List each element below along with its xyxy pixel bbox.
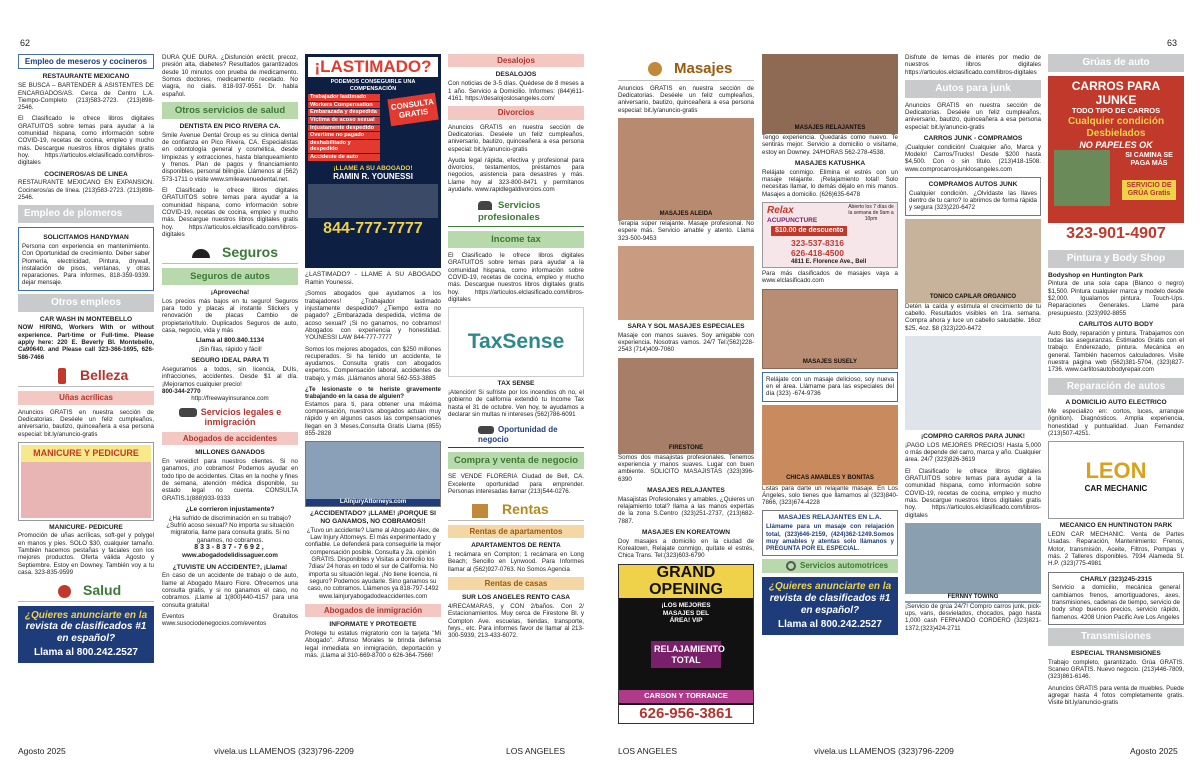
ad-text: ¿Tuvo un accidente? Llame al Abogado Alex, de Law Injury Attorneys. El más experimentado y confiable. Le defenderá para conseguirle la mejor compensación posible. Consulta y 2a. opinión GRATIS. Disponibles y Visitas a domicilio los 7dias/ 24 horas en todo el sur de California. No importa su situación legal. ¡No tiene licencia, ni seguro? Podemos ayudarle. Sino ganamos su caso, no cobramos. Llámenos ya 818-797-1492 www.lainjuryabogadodeaccidentes.com (305, 526, 441, 600)
claim-item: Injustamente despedido (308, 125, 380, 132)
category-title (162, 407, 298, 428)
section-label: Servicios automotrices (800, 561, 889, 571)
ad-title: ¡COMPRO CARROS PARA JUNK! (920, 432, 1026, 440)
left-col-2 (162, 54, 298, 744)
section-header: Divorcios (448, 106, 584, 119)
ad-web: LAInjuryAttorneys.com (306, 499, 440, 506)
ad-text: ¡Servicio de grúa 24/7! Compro carros junk, pick-ups, vans, desvielados, chocados, pago hasta 1,000 cash FERNANDO CORDERO (323)821-1372,(323)424-2711 (905, 602, 1041, 632)
category-title (448, 499, 584, 521)
ad-line: CARSON Y TORRANCE (619, 690, 753, 703)
right-col-3 (905, 54, 1041, 744)
ad-title: CHARLY (323)245-2315 (1080, 575, 1152, 583)
ad-phone: 800-344-2770 (162, 388, 201, 396)
spa-icon (648, 62, 662, 76)
consulta-badge: CONSULTA GRATIS (387, 93, 438, 126)
ad-title: CAR WASH IN MONTEBELLO (39, 315, 133, 323)
claim-item: Víctima de acoso sexual (308, 117, 380, 124)
ad-phone: 833-837-7692, (194, 543, 266, 551)
wheel-icon (786, 561, 796, 571)
ad-headline: Relax (767, 204, 794, 216)
ad-text: Me especializo en: cortos, luces, arranque (ignition). Diagnósticos. Amplia experiencia, honestidad y puntualidad. Juan Fernandez (213)507-4251. (1048, 408, 1184, 438)
ad-phone: 626-418-4500 (791, 247, 844, 258)
ad-text: ¡PAGO LOS MEJORES PRECIOS! Hasta 5,000 o más depende del carro, marca y año. Cualquier área. 24/7 (323)826-3619 (905, 441, 1041, 464)
cta-line: en español? (800, 605, 860, 617)
ad-address: 4811 E. Florence Ave., Bell (791, 258, 867, 265)
ad-line: Desbielados (1086, 127, 1146, 139)
ad-title: CARLITOS AUTO BODY (1078, 320, 1154, 328)
claim-item: deshabilitado y despedido (308, 140, 380, 153)
photo (618, 246, 754, 320)
photo-caption: TONICO CAPILAR ORGANICO (929, 293, 1017, 300)
section-label: Servicios profesionales (478, 200, 541, 223)
ad-title: TAX SENSE (497, 380, 535, 388)
left-col-4 (448, 54, 584, 744)
left-col-3 (305, 54, 441, 744)
ad-title: MASAJES KATUSHKA (794, 159, 866, 167)
ad-title: A DOMICILIO AUTO ELECTRICO (1065, 399, 1167, 407)
ad-box (905, 177, 1041, 216)
ad-text: ¡Atención! Si sufriste por los incendios oh no, el gobierno de california extendió tu Income Tax hasta el 31 de octubre. Ven hoy, te ayudamos a declarar sin multas ni intereses (562)786-6091 (448, 388, 584, 418)
ad-title: MILLONES GANADOS (195, 449, 265, 457)
section-header: Autos para junk (905, 80, 1041, 98)
ad-title: MANICURE- PEDICURE (49, 523, 123, 531)
ad-text: Detén la caída y estimula el crecimiento de tu cabello. Resultados visibles en 1ra. semana. Compra ahora y luce un cabello saludable. 16oz $25, 4oz. $8 (323)220-6472 (905, 302, 1041, 332)
tow-truck-image (905, 336, 1041, 430)
ad-text: Relájate con un masaje delicioso, soy nueva en el área. Llámame para las especiales del día (323) -674-9736 (766, 375, 894, 398)
claim-item: Workers Compensation (308, 102, 380, 109)
ad-title: MECANICO EN HUNTINGTON PARK (1059, 522, 1173, 530)
manicure-banner: MANICURE Y PEDICURE (21, 445, 151, 462)
ad-text: Listas para darte un relajante masaje. En Los Ángeles, solo tienes que llamarnos al (323)840-7866, (323)674-4228 (762, 484, 898, 507)
section-header: Abogados de inmigración (305, 604, 441, 617)
acupuncture-ad (762, 202, 898, 268)
ad-title: CARROS JUNK - COMPRAMOS (923, 134, 1023, 142)
section-header: Grúas de auto (1048, 54, 1184, 72)
ad-headline: ¡LASTIMADO? (308, 57, 438, 77)
ad-text: Terapia súper relajante. Masaje profesional. No espere más. Servicio amable y atento. Llama 323-500-9453 (618, 219, 754, 242)
ad-text: Anuncios GRATIS en nuestra sección de Dedicatorias. Deséele un feliz cumpleaños, aniversario, bautizo, quinceañera a esa persona especial: bit.ly/anuncio-gratis (905, 101, 1041, 131)
ad-text: En caso de un accidente de trabajo o de auto, llame al Abogado Mauro Fiore. Ofrecemos una consulta gratis, y si no ganamos el caso, no cobramos. ¡Llame al 1(800)440-4157 para una consulta gratuita! (162, 572, 298, 609)
footer-city: LOS ANGELES (506, 746, 566, 756)
ad-title: SUR LOS ANGELES RENTO CASA (461, 594, 571, 602)
ad-title: DESALOJOS (495, 71, 537, 79)
ad-title: RESTAURANTE MEXICANO (42, 73, 130, 81)
ad-text: Protege tu estatus migratorio con la tarjeta "Mi Abogado". Alfonso Morales te brinda defensa legal inmediata en inmigración, deportación y más. ¡Llama al 310-669-8700 o 626-364-7566! (305, 630, 441, 660)
section-header: Otros empleos (18, 294, 154, 312)
handshake-icon (478, 426, 494, 434)
cta-line: en español? (56, 633, 116, 645)
firm-name: RAMIN R. YOUNESSI (333, 172, 413, 182)
footer-contact: vivela.us LLAMENOS (323)796-2209 (214, 746, 354, 756)
ad-badge: $10.00 de descuento (771, 226, 847, 236)
section-header: Transmisiones (1048, 628, 1184, 646)
ad-title: ESPECIAL TRANSMISIONES (1071, 649, 1161, 657)
photo-caption: CHICAS AMABLES Y BONITAS (786, 475, 874, 482)
category-title (162, 242, 298, 264)
handshake-icon (179, 408, 197, 417)
ad-text: El Clasificado le ofrece libros digitales GRATUITOS sobre temas para ayudar a la comunidad hispana, como información sobre COVID-19, recetas de cocina, empleo y mucho más. Descargue nuestros libros digitales gratis hoy. https://articulos.elclasificado.com/libros-digitales (162, 187, 298, 238)
logo-text: LEON (1085, 458, 1147, 484)
junk-cars-ad (1048, 76, 1184, 246)
right-col-1 (618, 54, 754, 744)
ad-title: COCINEROS/AS DE LINEA (44, 170, 128, 178)
claim-item: Overtime no pagado (308, 132, 380, 139)
footer-city: LOS ANGELES (618, 746, 678, 756)
right-col-4 (1048, 54, 1184, 744)
ad-title: MASAJES EN KOREATOWN (641, 528, 731, 536)
ad-title: Bodyshop en Huntington Park (1048, 271, 1143, 279)
photo-caption: MASAJES ALEIDA (659, 210, 713, 217)
ad-text: Servicio a domicilio, mecánica general cambiamos frenos, amortiguadores, axes, transmisiones, cadenas de tiempo, servicio de body shop buenos precios, servicio rápido, fiamenos. 4208 Union Pacific Ave Los Angeles (1052, 584, 1180, 621)
category-label: Servicios legales e inmigración (200, 406, 282, 428)
section-header: Pintura y Body Shop (1048, 250, 1184, 268)
photo (905, 219, 1041, 303)
leon-logo (1048, 441, 1184, 519)
ad-box (1048, 572, 1184, 625)
ad-text: DURA QUE DURA. ¿Disfunción eréctil, precoz, presión alta, diabetes? Resultados garantizados desde 10 minutos con prueba de medicamento. Somos doctores, medicamento recetado. No viagra, no cialis. 818-937-9551 Dr. habla español. (162, 54, 298, 98)
ad-text: NOW HIRING, Workers With or without experience. Part-time or Full-time. Please apply here: 220 E. Beverly Bl. Montebello, Ca90640. and Please call 323-366-1695, 626-586-7466 (18, 324, 154, 361)
section-header: Abogados de accidentes (162, 432, 298, 445)
claim-item: Trabajador lastimado (308, 94, 380, 101)
right-col-2 (762, 54, 898, 744)
section-label: Oportunidad de negocio (478, 425, 558, 444)
ad-text: 1 recámara en Compton; 1 recámara en Long Beach; Sencillo en Lynwood. Para Informes llamar al (562)927-0763. No Somos Agencia (448, 550, 584, 573)
ad-text: Con noticias de 3-5 días. Quédese de 8 meses a 1 año. Servicio a Domicilio. Informes: (844)611-4161. https://desalojoslosangeles.com/ (448, 80, 584, 102)
section-header: Uñas acrílicas (18, 391, 154, 404)
section-header (448, 422, 584, 448)
ad-title: MASAJES RELAJANTES (647, 486, 725, 494)
ad-text: Cualquier condición. ¿Olvídaste las llaves dentro de tu carro? lo abrimos de forma rápida y segura (323)220-6472 (909, 189, 1037, 212)
lipstick-icon (58, 368, 66, 384)
ad-text: Pintura de una sola capa (Blanco o negro) $1,500. Pintura cualquier marca y modelo desde $2,000. Igualamos pintura. Touch-Ups. Reparaciones Generales. Llame para presupuesto. (323)992-8855 (1048, 280, 1184, 317)
ad-text: Ayuda legal rápida, efectiva y profesional para divorcios, testamentos, préstamos para negocios, asistencia para desastres y más. Llame hoy al 323-800-8471 y permítanos ayudarle. www.rapidlegaldivorcios.com (448, 156, 584, 194)
ad-phone: 323-537-8316 (791, 237, 844, 248)
ad-text: Relájate conmigo. Elimina el estrés con un masaje relajante. ¡Relajamiento total! Solo necesitas llamar, lo demás déjalo en mis manos. Masajes a domicilio. (626)635-6478 (762, 168, 898, 198)
advertise-banner[interactable] (18, 606, 154, 663)
ad-line: Abierto los 7 días de la semana de 9am a 10pm (848, 203, 894, 222)
ad-text: Somos dos masajistas profesionales. Tenemos experiencia y manos suaves. Lugar con buen ambiente. SOLICITO MASAJISTAS (323)396-6390 (618, 453, 754, 483)
ad-title: SARA Y SOL MASAJES ESPECIALES (627, 322, 745, 330)
ad-box (762, 510, 898, 556)
logo-sub: CAR MECHANIC (1084, 484, 1148, 494)
section-header (762, 559, 898, 573)
grand-opening-ad (618, 564, 754, 724)
nails-image (21, 462, 151, 518)
category-label: Belleza (80, 366, 129, 383)
advertise-banner[interactable] (762, 577, 898, 634)
category-label: Masajes (674, 60, 733, 77)
cash-image (1054, 150, 1110, 206)
ad-title: COMPRAMOS AUTOS JUNK (928, 181, 1018, 188)
footer-date: Agosto 2025 (18, 746, 66, 756)
taxsense-logo: TaxSense (448, 307, 584, 377)
ad-web: http://freewayinsurance.com (191, 395, 269, 403)
claim-list (308, 94, 380, 160)
ad-title: ¿TUVISTE UN ACCIDENTE?, ¡Llama! (172, 563, 288, 571)
ad-sub: PODEMOS CONSEGUIRLE UNA COMPENSACIÓN (330, 79, 416, 92)
ad-line: ¡LOS MEJORES MASAJES DEL ÁREA! VIP (661, 602, 711, 625)
ad-text: Masaje con manos suaves. Soy amigable con experiencia. Nosotras vamos. 24/7 Tel:(562)228-2543 (714)409-7060 (618, 331, 754, 354)
section-header: Otros servicios de salud (162, 102, 298, 119)
section-header: Compra y venta de negocio (448, 452, 584, 469)
page-number: 62 (20, 38, 31, 48)
attorneys-image (305, 441, 441, 507)
ad-title: ¿Te lesionaste o te heriste gravemente trabajando en la casa de alguien? (305, 386, 441, 401)
ad-text: Smile Avenue Dental Group es su clínica dental de confianza en Pico Rivera, CA. Especialistas en odontología general y cosmética, desde limpiezas y extracciones, hasta blanqueamiento y frenos. Plan de pagos y financiamiento disponibles, personal bilingüe. Llámenos al (562) 573-1711 o visite www.smileavenuedental.net. (162, 131, 298, 183)
ad-title: MASAJES RELAJANTES EN L.A. (778, 514, 882, 522)
ad-text: Doy masajes a domicilio en la ciudad de Koreatown, Relajate conmigo, quítate el estrés, Chica Trans. Tel:(323)603-6790 (618, 537, 754, 560)
ad-text: Anuncios GRATIS en nuestra sección de Dedicatorias. Deséele un feliz cumpleaños, aniversario, bautizo, quinceañera a esa persona especial: bit.ly/anuncio-gratis (18, 408, 154, 438)
section-header (448, 197, 584, 226)
ad-text: LEON CAR MECHANIC. Venta de Partes Usadas. Reparación, Mantenimiento: Frenos, Motor, transmisión, Aceite, Filtros, Pompas y más. 2 Talleres disponibles. 7934 Alameda St. H.P. (323)775-4981 (1048, 531, 1184, 568)
cta-phone: Llama al 800.242.2527 (34, 647, 138, 659)
ad-text: ¡Cualquier condición! Cualquier año, Marca y Modelo! Carros/Trucks! Desde $200 hasta $4,500. Con o sin título. (213)418-1508. www.comprocarrosjunklosangeles.com (905, 143, 1041, 173)
ad-text: Eventos Gratuitos www.susociodenegocios.com/eventos (162, 612, 298, 628)
photo-caption: FIRESTONE (668, 444, 704, 451)
ad-title: ¿Le corrieron injustamente? (185, 505, 275, 513)
ad-line: SI CAMINA SE PAGA MÁS (1125, 151, 1173, 168)
footer-date: Agosto 2025 (1130, 746, 1178, 756)
ad-web: www.abogadodelidissaguer.com (182, 552, 278, 560)
ad-text: El Clasificado le ofrece libros digitales GRATUITOS sobre temas para ayudar a la comunidad hispana, como información sobre COVID-19, recetas de cocina, empleo y mucho más. Descargue nuestros libros digitales gratis hoy. https://articulos.elclasificado.com/libros-digitales (18, 115, 154, 167)
category-label: Seguros (222, 244, 279, 261)
ad-text: ¡Somos abogados que ayudamos a los trabajadores! ¿Trabajador lastimado injustamente despedido? ¿Tiempo extra no pagado? ¿Embarazada despedida, víctima de acoso sexual? ¡Si no ganamos, no cobramos! Abogados con experiencia y honestidad. YOUNESSI LAW 844-777-7777 (305, 290, 441, 342)
people-icon (478, 201, 492, 210)
section-header: Rentas de apartamentos (448, 525, 584, 538)
umbrella-icon (192, 249, 210, 258)
photo-caption: FERNNY TOWING (905, 594, 1041, 601)
photo (762, 289, 898, 369)
ad-text: El Clasificado le ofrece libros digitales GRATUITOS sobre temas para ayudar a la comunidad hispana, como información sobre COVID-19, recetas de cocina, empleo y mucho más. Descargue nuestros libros digitales gratis hoy. https://articulos.elclasificado.com/libros-digitales (905, 467, 1041, 519)
ad-phone: Llama al 800.840.1134 (195, 337, 265, 345)
house-icon (472, 504, 488, 518)
ad-text: Persona con experiencia en mantenimiento. Con Oportunidad de crecimiento. Deber saber Plomería, electricidad, Pintura, drywall, instalación de pisos, ventanas, y otras reparaciones. Para informes, 818-359-9339. dejar mensaje. (22, 242, 150, 287)
ad-text: Aseguramos a todos, sin licencia, DUIs, infracciones, accidentes. Desde $1 al día. ¡Mejoramos cualquier precio! (162, 366, 298, 388)
ad-text: Promoción de uñas acrílicas, soft-gel y polygel en manos y pies. SOLO $30, cualquier tamaño. También hacemos pestañas y faciales con los mejores productos. Oferta válida Agosto y Septiembre. Estoy en Downey. También voy a tu casa. 323-835-9599 (18, 532, 154, 576)
section-header: Empleo de meseros y cocineros (18, 54, 154, 69)
ad-text: Disfrute de temas de interés por medio de nuestros libros digitales https://articulos.elclasificado.com/libros-digitales (905, 54, 1041, 76)
ad-line: RELAJAMIENTO TOTAL (651, 641, 721, 668)
ad-title: ¡Aprovecha! (210, 288, 250, 296)
ad-box (18, 442, 154, 521)
section-header: Seguros de autos (162, 268, 298, 285)
ad-text: Llámame para un masaje con relajación total, (323)646-2159, (424)362-1249.Somos muy amables y atentas solo llámanos y PREGUNTA POR EL ESPECIAL. (766, 523, 894, 553)
ad-text: El Clasificado le ofrece libros digitales GRATUITOS sobre temas para ayudar a la comunidad hispana, como información sobre COVID-19, recetas de cocina, empleo y mucho más. Descargue nuestros libros digitales gratis hoy. https://articulos.elclasificado.com/libros-digitales (448, 252, 584, 303)
right-page (600, 0, 1200, 784)
ad-text: Estamos para ti, para obtener una máxima compensación, nuestros abogados actuan muy rápido y en algunos casos las compensaciones llegan en 3 Meses.Consulta Gratis Llama (855) 855-2828 (305, 400, 441, 437)
ad-text: Anuncios GRATIS para venta de muebles. Puede agregar hasta 4 fotos completamente gratis. Visite bit.ly/anuncio-gratis (1048, 684, 1184, 707)
ad-text: Masajistas Profesionales y amables. ¿Quieres un relajamiento total? llama a las manos expertas de la zona S.Centro (323)251-2737, (213)682-7887. (618, 495, 754, 525)
cta-line: ¿Quieres anunciarte en la (24, 609, 148, 621)
page-number: 63 (1167, 38, 1178, 48)
ad-text: ¿Ha sufrido de discriminación en su trabajo? ¿Sufrió acoso sexual? No importa su situación migratoria, llame para consulta gratis. Si no ganamos, no cobramos. (166, 514, 294, 544)
category-title (618, 58, 754, 81)
apple-icon (58, 585, 71, 598)
ad-headline: GRAND (619, 565, 753, 581)
ad-text: En vereidict para nuestros clientes. Si no ganamos, ¡no cobramos! Podemos ayudar en todo tipo de accidentes. Citas en la noche y fines de semana, atención médica disponible, su estado legal no cuenta. CONSULTA GRATIS.1(888)933-9333 (162, 458, 298, 502)
section-header: Empleo de plomeros (18, 205, 154, 223)
ad-line: ACUPUNCTURE (767, 216, 818, 224)
ad-line: NO PAPELES OK (1079, 139, 1153, 150)
ad-title: DENTISTA EN PICO RIVERA CA. (179, 123, 281, 131)
photo-caption: MASAJES SUSELY (802, 358, 858, 365)
ad-text: 4/RECAMARAS, y CON 2/baños. Con 2/ Estacionamientos. Muy cerca de Firestone Bl. y Compton Ave. escuelas, tiendas, transporte, fwys., etc. Para informes favor de llamar al 213-300-5939, 213-433-6072. (448, 603, 584, 640)
photo (618, 118, 754, 220)
ad-text: Los precios más bajos en tu seguro! Seguros para todo y placas al instante Stickers y renovación de placas Cambio de propietario/título. Duplicados Seguros de auto, casa, negocio, vida y más (162, 297, 298, 334)
photo (905, 523, 1041, 603)
left-col-1 (18, 54, 154, 744)
younessi-ad (305, 54, 441, 268)
ad-line: SERVICIO DE GRÚA Gratis (1122, 180, 1176, 201)
section-header: Reparación de autos (1048, 378, 1184, 396)
cta-line: revista de clasificados #1 (769, 593, 891, 605)
category-title (18, 365, 154, 387)
ad-text: Trabajo completo, garantizado. Grúa GRATIS. Scaneo GRATIS. Nuevo negocio. (213)446-7809, (323)861-6146. (1048, 658, 1184, 681)
cta-line: revista de clasificados #1 (25, 621, 147, 633)
photo (618, 358, 754, 454)
ad-title: APARTAMENTOS DE RENTA (471, 542, 561, 550)
photo (762, 54, 898, 134)
ad-phone: 626-956-3861 (619, 705, 753, 723)
ad-title: SOLICITAMOS HANDYMAN (43, 234, 129, 242)
ad-text: RESTAURANTE MEXICANO EN EXPANSION. Cocineros/as de línea. (213)583-2723. (213)898-2546. (18, 179, 154, 202)
cars-image (308, 184, 438, 218)
ad-text: Somos los mejores abogados, con $250 millones recuperados. Si ha tenido un accidente, te ayudamos. Consulta gratis con abogados expertos. Compensación laboral, accidentes de trabajo, y más. ¡Llámanos ahora! 562-553-3885 (305, 345, 441, 382)
category-label: Salud (83, 582, 122, 599)
ad-title: SEGURO IDEAL PARA TI (191, 357, 269, 365)
cta-phone: Llama al 800.242.2527 (778, 618, 882, 630)
ad-box (18, 227, 154, 291)
ad-text: Para más clasificados de masajes vaya a www.elclasificado.com (762, 269, 898, 285)
ad-phone: 844-777-7777 (323, 219, 423, 237)
cta-line: ¿Quieres anunciarte en la (768, 581, 892, 593)
ad-text: Tengo experiencia. Quedarás como nuevo. Te sentirás mejor. Servicio a domicilio o visítame, estoy en Downey. 24/HORAS 562-278-4538. (762, 134, 898, 156)
section-header: Desalojos (448, 54, 584, 67)
ad-text: Anuncios GRATIS en nuestra sección de Dedicatorias. Deséele un feliz cumpleaños, aniversario, bautizo, quinceañera a esa persona especial: bit.ly/anuncio-gratis (618, 84, 754, 114)
ad-headline: CARROS PARA JUNKE (1071, 78, 1161, 107)
ad-headline: OPENING (619, 581, 753, 599)
ad-box (762, 372, 898, 402)
category-label: Rentas (502, 501, 549, 518)
category-title (18, 580, 154, 602)
ad-text: SE VENDE FLORERIA Ciudad de Bell, CA. Excelente oportunidad para emprender. Personas interesadas llamar (213)544-0276. (448, 473, 584, 495)
ad-line: TODO TIPO DE CARROS (1071, 106, 1161, 116)
footer-contact: vivela.us LLAMENOS (323)796-2209 (814, 746, 954, 756)
claim-item: Embarazada y despedida (308, 109, 380, 116)
ad-tagline: ¡Sin filas, rápido y fácil! (198, 346, 262, 354)
ad-line: Cualquier condición (1067, 115, 1165, 127)
photo (762, 405, 898, 485)
claim-item: Accidente de auto (308, 154, 380, 161)
ad-text: Auto Body, reparación y pintura. Trabajamos con todas las aseguranzas. Estimados Gratis con el trabajo. Enderezado, pintura. Mecánica en general. También hacemos calculadores. Visite nuestra página web (562)381-5704, (323)827-1736. www.carlitosautobodyrepair.com (1048, 329, 1184, 374)
ad-title: INFORMATE Y PROTEGETE (329, 621, 417, 629)
ad-title: ¿ACCIDENTADO? ¡LLAME! ¡PORQUE SI NO GANAMOS, NO COBRAMOS!! (310, 510, 436, 526)
ad-line: ¡LLAME A SU ABOGADO! (333, 164, 413, 172)
ad-text: Anuncios GRATIS en nuestra sección de Dedicatorias. Deséele un feliz cumpleaños, aniversario, bautizo, quinceañera a esa persona especial: bit.ly/anuncio-gratis (448, 123, 584, 153)
photo-caption: MASAJES RELAJANTES (794, 124, 866, 131)
section-header: Income tax (448, 231, 584, 248)
ad-text: SE BUSCA – BARTENDER & ASISTENTES DE ENCARGADOS/AS. Cerca de Centro L.A. Tiempo-Completo (213)583-2723. (213)898-2546. (18, 82, 154, 112)
section-header: Rentas de casas (448, 577, 584, 590)
ad-phone: 323-901-4907 (1048, 223, 1184, 246)
ad-text: ¿LASTIMADO? - LLAME A SU ABOGADO Ramin Younessi. (305, 271, 441, 286)
